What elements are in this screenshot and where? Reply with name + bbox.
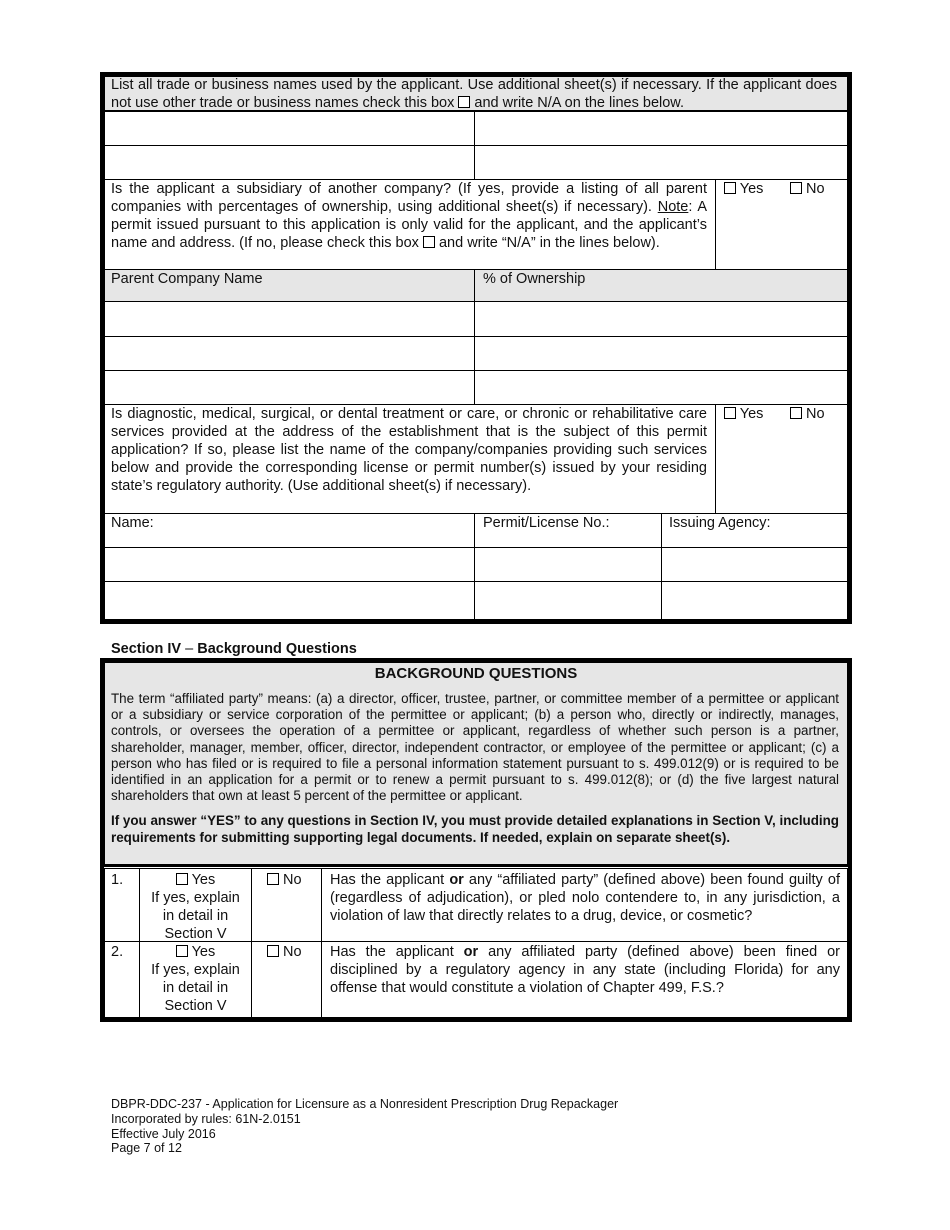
- q2-number: 2.: [111, 944, 124, 960]
- trade-names-instruction-text-2: and write N/A on the lines below.: [474, 95, 684, 111]
- care-row-1-agency[interactable]: [661, 547, 848, 582]
- section-iv-dash: –: [181, 641, 198, 657]
- subsidiary-question-text: Is the applicant a subsidiary of another company? (If yes, provide a listing of all parent companies with percentages of ownership, using additional sheet(s) if necessary).: [111, 181, 707, 215]
- section-divider: [104, 864, 848, 867]
- care-row-2-agency[interactable]: [661, 581, 848, 620]
- q1-number: 1.: [111, 872, 124, 888]
- parent-row-2-ownership[interactable]: [474, 336, 848, 371]
- yes-answer-instruction: If you answer “YES” to any questions in Section IV, you must provide detailed explanations in Section V, including requirements for submitting supporting legal documents. If needed, explain on separate sheet(s).: [111, 813, 839, 845]
- subsidiary-no-label: No: [806, 181, 825, 197]
- q2-no-checkbox[interactable]: [267, 945, 279, 957]
- care-row-1-permit[interactable]: [474, 547, 662, 582]
- subsidiary-question-text-2: : A permit issued pursuant to this application is only valid for the applicant, and the applicant’s name and address. (If no, please check this box: [111, 199, 708, 251]
- q2-yes-note: If yes, explain in detail in Section V: [151, 962, 240, 1014]
- parent-row-1-name[interactable]: [104, 301, 475, 337]
- footer-rules: Incorporated by rules: 61N-2.0151: [111, 1111, 301, 1126]
- section-iv-title: Background Questions: [197, 641, 357, 657]
- q2-question: [330, 943, 840, 997]
- subsidiary-question-text-3: and write “N/A” in the lines below).: [438, 235, 660, 251]
- col-agency: Issuing Agency:: [669, 515, 771, 531]
- col-name: Name:: [111, 515, 154, 531]
- care-no-label: No: [806, 406, 825, 422]
- q1-no-checkbox[interactable]: [267, 873, 279, 885]
- q1-yes-option[interactable]: [139, 871, 252, 889]
- subsidiary-no-checkbox[interactable]: [790, 182, 802, 194]
- parent-row-3-name[interactable]: [104, 370, 475, 405]
- background-questions-title: BACKGROUND QUESTIONS: [374, 665, 578, 682]
- q1-no-label: No: [283, 872, 302, 888]
- q1-yes-label: Yes: [191, 872, 216, 888]
- care-name-header: [104, 513, 475, 548]
- q2-text-bold: or: [463, 944, 479, 960]
- care-row-2-name[interactable]: [104, 581, 475, 620]
- q2-yes-checkbox[interactable]: [176, 945, 188, 957]
- subsidiary-yes-option[interactable]: [724, 180, 763, 198]
- trade-name-input-1a[interactable]: [104, 111, 475, 146]
- section-iv-heading: [111, 640, 357, 658]
- q2-no-option[interactable]: [267, 943, 302, 961]
- q1-text-2: any “affiliated party” (defined above) been found guilty of (regardless of adjudication), or pled nolo contendere to, in any jurisdiction, a violation of law that directly relates to a drug, device, or cosmetic?: [330, 872, 840, 924]
- subsidiary-yes-checkbox[interactable]: [724, 182, 736, 194]
- care-yes-option[interactable]: [724, 405, 763, 423]
- care-question: Is diagnostic, medical, surgical, or dental treatment or care, or chronic or rehabilitative care services provided at the address of the establishment that is the subject of this permit application? If so, please list the name of the company/companies providing such services below and provide the corresponding license or permit number(s) issued by your residing state’s regulatory authority. (Use additional sheet(s) if necessary).: [111, 406, 707, 494]
- q2-yes-option[interactable]: [139, 943, 252, 961]
- care-no-option[interactable]: [790, 405, 825, 423]
- q2-text-2: any affiliated party (defined above) been fined or disciplined by a regulatory agency in any state (including Florida) for any offense that would constitute a violation of Chapter 499, F.S.?: [330, 944, 840, 996]
- subsidiary-question: [111, 180, 707, 252]
- care-yes-label: Yes: [739, 406, 764, 422]
- care-row-2-permit[interactable]: [474, 581, 662, 620]
- subsidiary-yes-label: Yes: [739, 181, 764, 197]
- trade-names-instruction: [111, 76, 837, 112]
- q1-yes-checkbox[interactable]: [176, 873, 188, 885]
- parent-row-1-ownership[interactable]: [474, 301, 848, 337]
- parent-row-2-name[interactable]: [104, 336, 475, 371]
- col-ownership: % of Ownership: [483, 271, 586, 287]
- q2-text-1: Has the applicant: [330, 944, 464, 960]
- q2-no-label: No: [283, 944, 302, 960]
- footer-page-number: Page 7 of 12: [111, 1141, 182, 1156]
- section-iv-label: Section IV: [111, 641, 182, 657]
- care-no-checkbox[interactable]: [790, 407, 802, 419]
- trade-name-input-1b[interactable]: [474, 111, 848, 146]
- trade-names-instruction-text: List all trade or business names used by the applicant. Use additional sheet(s) if necessary. If the applicant does not use other trade or business names check this box: [111, 77, 837, 111]
- q1-yes-note: If yes, explain in detail in Section V: [151, 890, 240, 942]
- trade-name-input-2a[interactable]: [104, 145, 475, 180]
- q1-no-option[interactable]: [267, 871, 302, 889]
- footer: [111, 1097, 618, 1156]
- q2-yes-label: Yes: [191, 944, 216, 960]
- subsidiary-na-checkbox[interactable]: [423, 236, 435, 248]
- q1-text-1: Has the applicant: [330, 872, 450, 888]
- q1-question: [330, 871, 840, 925]
- trade-names-na-checkbox[interactable]: [458, 96, 470, 108]
- care-row-1-name[interactable]: [104, 547, 475, 582]
- trade-name-input-2b[interactable]: [474, 145, 848, 180]
- q1-text-bold: or: [449, 872, 464, 888]
- care-yes-checkbox[interactable]: [724, 407, 736, 419]
- col-permit: Permit/License No.:: [483, 515, 610, 531]
- footer-effective-date: Effective July 2016: [111, 1126, 216, 1141]
- col-parent-company: Parent Company Name: [111, 271, 263, 287]
- footer-form-title: DBPR-DDC-237 - Application for Licensure as a Nonresident Prescription Drug Repackager: [111, 1097, 619, 1111]
- note-label: Note: [657, 199, 689, 215]
- subsidiary-no-option[interactable]: [790, 180, 825, 198]
- affiliated-party-definition: The term “affiliated party” means: (a) a director, officer, trustee, partner, or committee member of a permittee or applicant or a subsidiary or service corporation of the permittee or applicant; (b) a person who, directly or indirectly, manages, controls, or oversees the operation of a permittee or applicant, regardless of whether such person is a partner, shareholder, manager, member, officer, director, independent contractor, or employee of the permittee or applicant; (c) a person who has filed or is required to file a personal information statement pursuant to s. 499.012(9) or is required to be identified in an application for a permit or to renew a permit pursuant to s. 499.012(8); or (d) the five largest natural shareholders that own at least 5 percent of the permittee or applicant.: [111, 691, 839, 804]
- parent-row-3-ownership[interactable]: [474, 370, 848, 405]
